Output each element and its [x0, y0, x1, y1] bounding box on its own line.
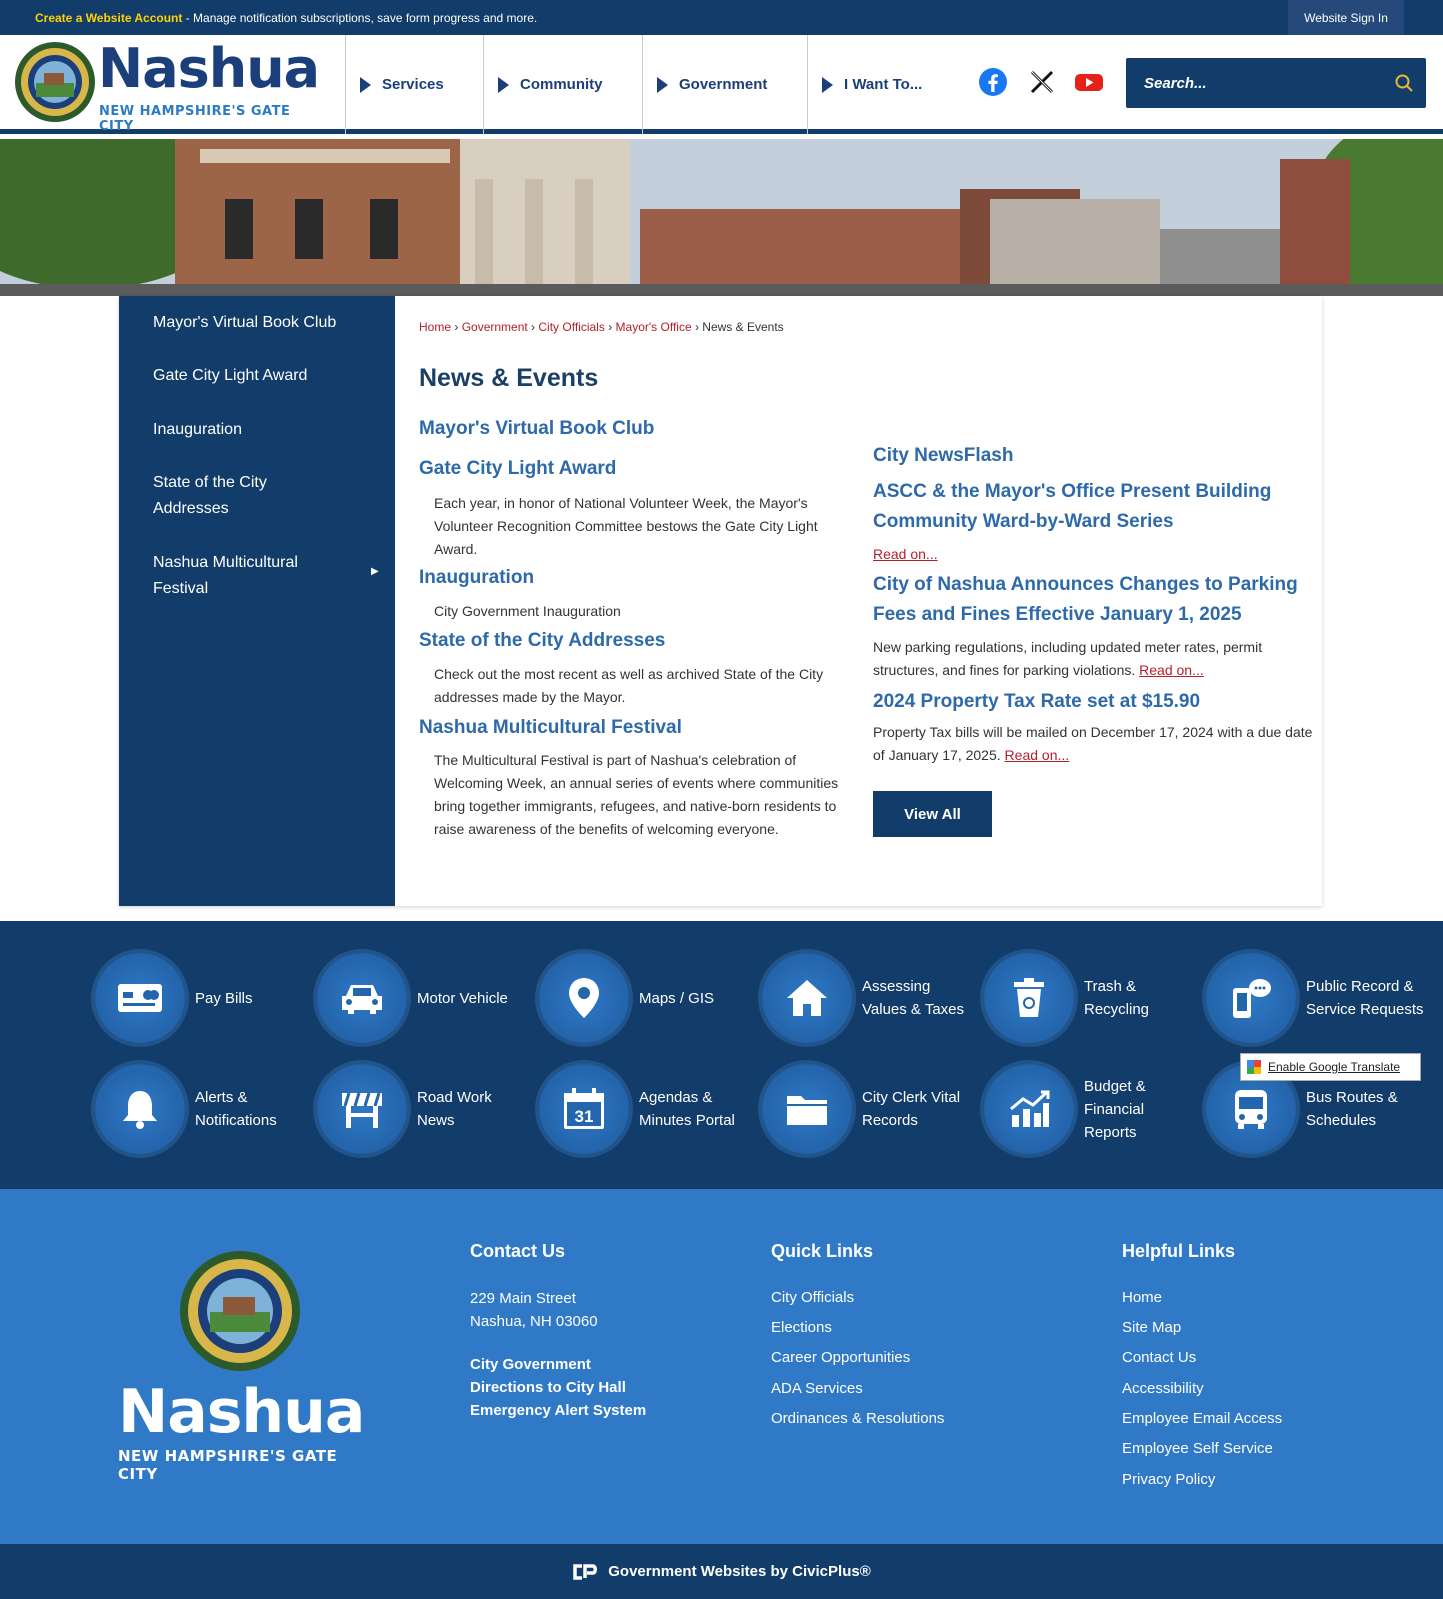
triangle-right-icon: [498, 77, 509, 93]
city-seal-icon: [178, 1249, 302, 1373]
sidenav-item-multicultural[interactable]: Nashua Multicultural Festival: [153, 554, 298, 597]
footer-link[interactable]: Employee Email Access: [1122, 1410, 1283, 1427]
civicplus-credit[interactable]: [0, 1544, 1443, 1599]
quicklink-pay-bills[interactable]: [95, 953, 253, 1043]
footer-link[interactable]: Contact Us: [1122, 1349, 1197, 1366]
account-notice: [35, 11, 537, 25]
breadcrumb-mayors-office[interactable]: Mayor's Office: [615, 320, 692, 334]
quicklink-label: Pay Bills: [195, 989, 253, 1007]
read-on-link[interactable]: Read on...: [1139, 662, 1204, 678]
barrier-icon: [317, 1064, 407, 1154]
footer-link[interactable]: Accessibility: [1122, 1380, 1204, 1397]
quicklink-city-clerk[interactable]: [762, 1064, 967, 1154]
logo-name: Nashua: [98, 37, 320, 100]
section-desc-light-award: Each year, in honor of National Volunteer Week, the Mayor's Volunteer Recognition Committee bestows the Gate City Light Award.: [434, 495, 818, 557]
search-box: [1126, 58, 1426, 108]
quicklink-label: Maps / GIS: [639, 989, 715, 1007]
news-desc-property-tax: [873, 721, 1313, 767]
trash-icon: [984, 953, 1074, 1043]
sidenav-item-book-club[interactable]: Mayor's Virtual Book Club: [153, 314, 337, 331]
breadcrumb-city-officials[interactable]: City Officials: [538, 320, 605, 334]
quicklink-public-record[interactable]: [1206, 953, 1436, 1043]
news-desc-parking: [873, 636, 1313, 682]
nav-services[interactable]: [345, 35, 483, 134]
section-heading-light-award[interactable]: Gate City Light Award: [419, 458, 617, 479]
footer-link[interactable]: City Officials: [771, 1289, 855, 1306]
view-all-button[interactable]: View All: [873, 791, 992, 837]
hero-banner: [0, 139, 1443, 296]
footer-address-line1: 229 Main Street: [470, 1290, 576, 1307]
content-card: [119, 296, 1322, 906]
section-heading-inauguration[interactable]: Inauguration: [419, 567, 535, 588]
nav-community[interactable]: [483, 35, 642, 134]
sidenav-item-inauguration[interactable]: Inauguration: [153, 421, 242, 438]
google-translate-icon: [1247, 1060, 1261, 1074]
website-sign-in-button[interactable]: Website Sign In: [1288, 0, 1404, 35]
facebook-icon[interactable]: [978, 67, 1008, 97]
news-heading-parking[interactable]: City of Nashua Announces Changes to Parking Fees and Fines Effective January 1, 2025: [873, 574, 1298, 625]
triangle-right-icon: [657, 77, 668, 93]
page-title: News & Events: [419, 364, 599, 392]
logo-tagline: NEW HAMPSHIRE'S GATE CITY: [99, 104, 291, 134]
sidenav-item-light-award[interactable]: Gate City Light Award: [153, 367, 308, 384]
house-icon: [762, 953, 852, 1043]
nav-i-want-to[interactable]: [807, 35, 967, 134]
google-translate-label: Enable Google Translate: [1268, 1060, 1401, 1074]
newsflash-title: City NewsFlash: [873, 445, 1014, 466]
create-account-link[interactable]: Create a Website Account: [35, 11, 183, 25]
quicklink-label: Alerts & Notifications: [195, 1089, 277, 1129]
news-desc-text: New parking regulations, including updated meter rates, permit structures, and fines for parking violations.: [873, 639, 1263, 678]
top-bar: [0, 0, 1443, 35]
quicklink-label: Public Record & Service Requests: [1306, 978, 1424, 1018]
footer-logo-tagline: NEW HAMPSHIRE'S GATE CITY: [118, 1447, 338, 1483]
quicklink-alerts[interactable]: [95, 1064, 295, 1154]
nav-label: I Want To...: [844, 76, 923, 93]
quicklink-budget[interactable]: [984, 1064, 1174, 1154]
quicklink-label: Trash & Recycling: [1084, 978, 1150, 1018]
footer-link[interactable]: Privacy Policy: [1122, 1471, 1216, 1488]
section-desc-state-of-city: Check out the most recent as well as archived State of the City addresses made by the Mayor.: [434, 666, 824, 705]
news-heading-property-tax[interactable]: 2024 Property Tax Rate set at $15.90: [873, 691, 1201, 712]
breadcrumb-home[interactable]: Home: [419, 320, 452, 334]
quicklink-label: City Clerk Vital Records: [862, 1089, 961, 1129]
footer-link-directions[interactable]: Directions to City Hall: [470, 1379, 626, 1396]
folder-icon: [762, 1064, 852, 1154]
quicklink-label: Road Work News: [417, 1089, 492, 1129]
footer-helpful-links-title: Helpful Links: [1122, 1241, 1236, 1261]
bell-icon: [95, 1064, 185, 1154]
quicklink-label: Budget & Financial Reports: [1084, 1077, 1146, 1141]
section-heading-multicultural[interactable]: Nashua Multicultural Festival: [419, 717, 682, 738]
sidenav-item-state-of-city[interactable]: State of the City Addresses: [153, 474, 267, 517]
site-footer: [0, 1189, 1443, 1544]
read-on-link[interactable]: Read on...: [1004, 747, 1070, 763]
quicklink-maps-gis[interactable]: [539, 953, 714, 1043]
civicplus-logo-icon: [572, 1564, 598, 1580]
map-pin-icon: [539, 953, 629, 1043]
breadcrumb-government[interactable]: Government: [461, 320, 528, 334]
site-logo[interactable]: [14, 37, 324, 134]
car-icon: [317, 953, 407, 1043]
quicklink-trash[interactable]: [984, 953, 1184, 1043]
footer-address-line2: Nashua, NH 03060: [470, 1313, 598, 1330]
city-skyline-image: [0, 139, 1443, 296]
notice-text: - Manage notification subscriptions, save form progress and more.: [182, 11, 538, 25]
footer-contact-title: Contact Us: [470, 1241, 566, 1261]
quicklink-label: Motor Vehicle: [417, 989, 508, 1007]
breadcrumb: Home › Government › City Officials › Mayor's Office › News & Events: [419, 320, 784, 334]
civicplus-text: Government Websites by CivicPlus®: [608, 1563, 871, 1580]
quicklink-label: Agendas & Minutes Portal: [639, 1089, 735, 1129]
footer-link[interactable]: Career Opportunities: [771, 1349, 911, 1366]
nav-label: Community: [520, 76, 603, 93]
footer-link-emergency-alert[interactable]: Emergency Alert System: [470, 1402, 647, 1419]
footer-link[interactable]: Ordinances & Resolutions: [771, 1410, 945, 1427]
calendar-icon: [539, 1064, 629, 1154]
read-on-link[interactable]: Read on...: [873, 546, 938, 562]
footer-link[interactable]: Site Map: [1122, 1319, 1182, 1336]
footer-quick-links-title: Quick Links: [771, 1241, 874, 1261]
news-desc-ascc: [873, 543, 1313, 566]
footer-logo-name: Nashua: [118, 1377, 365, 1447]
nav-label: Services: [382, 76, 444, 93]
city-seal-icon: [14, 41, 96, 123]
search-icon[interactable]: [1394, 73, 1414, 93]
section-heading-book-club[interactable]: Mayor's Virtual Book Club: [419, 418, 655, 439]
section-heading-state-of-city[interactable]: State of the City Addresses: [419, 630, 666, 651]
phone-chat-icon: [1206, 953, 1296, 1043]
nav-label: Government: [679, 76, 768, 93]
google-translate-button[interactable]: [1240, 1053, 1421, 1081]
quicklink-road-work[interactable]: [317, 1064, 517, 1154]
news-desc-text: Property Tax bills will be mailed on December 17, 2024 with a due date of January 17, 2025.: [873, 724, 1313, 763]
bill-icon: [95, 953, 185, 1043]
quicklink-label: Assessing Values & Taxes: [862, 978, 965, 1018]
footer-link[interactable]: Home: [1122, 1289, 1163, 1306]
site-header: [0, 35, 1443, 134]
footer-link[interactable]: Employee Self Service: [1122, 1440, 1273, 1457]
footer-link[interactable]: ADA Services: [771, 1380, 863, 1397]
footer-link[interactable]: Elections: [771, 1319, 832, 1336]
triangle-right-icon: [822, 77, 833, 93]
x-twitter-icon[interactable]: [1027, 67, 1057, 97]
triangle-right-icon: [360, 77, 371, 93]
nav-government[interactable]: [642, 35, 807, 134]
quicklink-motor-vehicle[interactable]: [317, 953, 508, 1043]
breadcrumb-current: News & Events: [702, 320, 784, 334]
footer-link-city-government[interactable]: City Government: [470, 1356, 591, 1373]
quicklink-assessing[interactable]: [762, 953, 972, 1043]
section-desc-inauguration: City Government Inauguration: [434, 603, 621, 619]
chart-icon: [984, 1064, 1074, 1154]
news-heading-ascc[interactable]: ASCC & the Mayor's Office Present Building Community Ward-by-Ward Series: [873, 481, 1272, 532]
side-navigation: [119, 296, 395, 906]
section-desc-multicultural: The Multicultural Festival is part of Nashua's celebration of Welcoming Week, an annual series of events where communities bring together immigrants, refugees, and native-born residents to raise awareness of the benefits of welcoming everyone.: [434, 752, 839, 837]
search-input[interactable]: [1144, 70, 1384, 96]
quicklink-agendas[interactable]: [539, 1064, 739, 1154]
footer-logo[interactable]: [118, 1259, 378, 1483]
calendar-day: 31: [574, 1107, 594, 1126]
quicklink-label: Bus Routes & Schedules: [1306, 1089, 1398, 1129]
submenu-arrow-icon[interactable]: ▶: [371, 566, 379, 577]
youtube-icon[interactable]: [1074, 67, 1104, 97]
